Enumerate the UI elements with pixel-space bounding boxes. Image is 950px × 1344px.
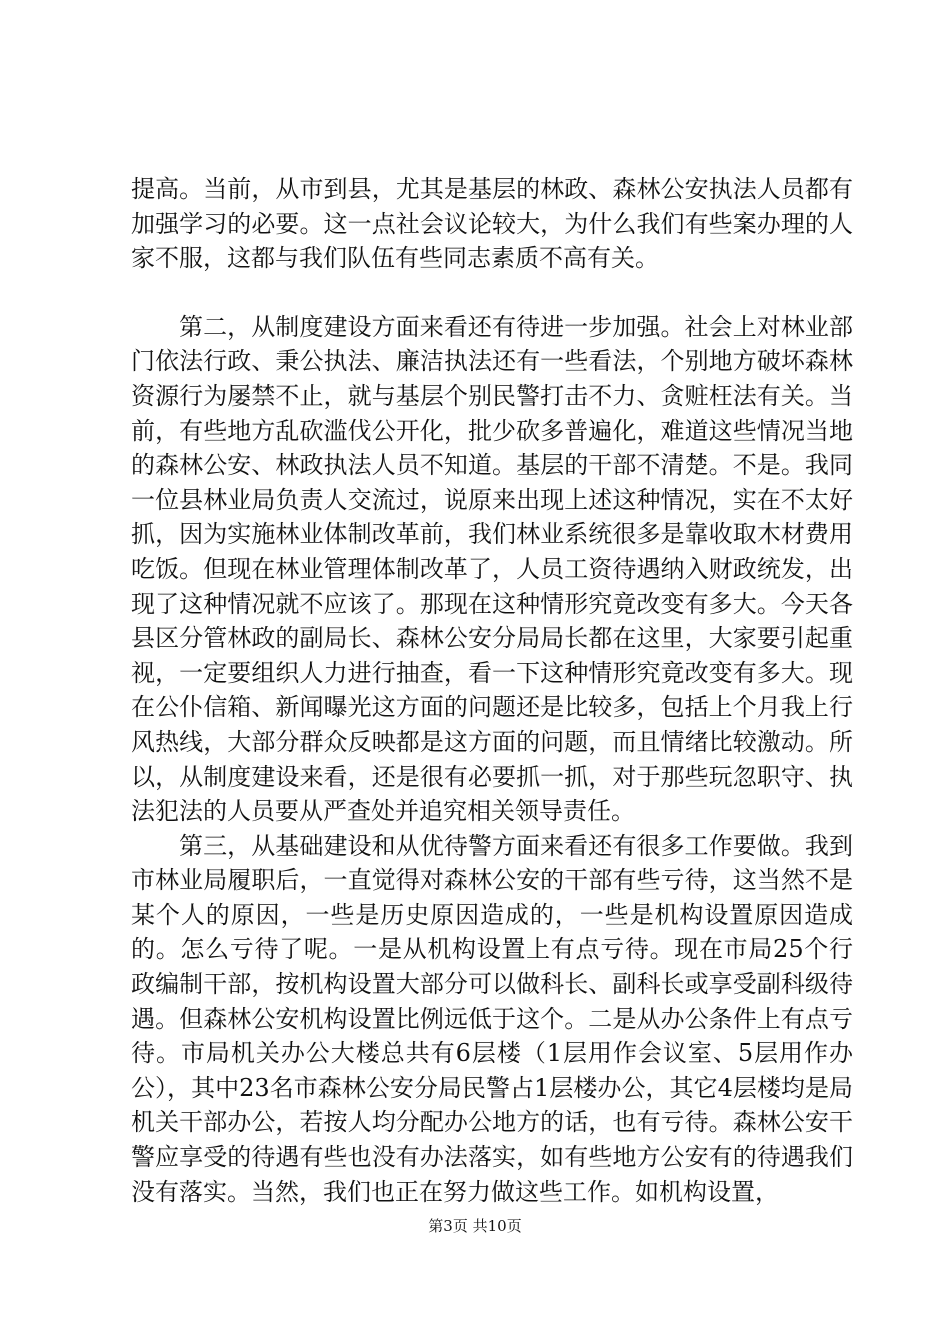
paragraph-1: 提高。当前，从市到县，尤其是基层的林政、森林公安执法人员都有加强学习的必要。这一点社会议论较大，为什么我们有些案办理的人家不服，这都与我们队伍有些同志素质不高有关。 [131,175,853,273]
document-body [131,172,853,1209]
page-footer: 第3页 共10页 [428,1217,522,1235]
paragraph-2: 第二，从制度建设方面来看还有待进一步加强。社会上对林业部门依法行政、秉公执法、廉洁执法还有一些看法，个别地方破坏森林资源行为屡禁不止，就与基层个别民警打击不力、贪赃枉法有关。当前，有些地方乱砍滥伐公开化，批少砍多普遍化，难道这些情况当地的森林公安、林政执法人员不知道。基层的干部不清楚。不是。我同一位县林业局负责人交流过，说原来出现上述这种情况，实在不太好抓，因为实施林业体制改革前，我们林业系统很多是靠收取木材费用吃饭。但现在林业管理体制改革了，人员工资待遇纳入财政统发，出现了这种情况就不应该了。那现在这种情形究竟改变有多大。今天各县区分管林政的副局长、森林公安分局局长都在这里，大家要引起重视，一定要组织人力进行抽查，看一下这种情形究竟改变有多大。现在公仆信箱、新闻曝光这方面的问题还是比较多，包括上个月我上行风热线，大部分群众反映都是这方面的问题，而且情绪比较激动。所以，从制度建设来看，还是很有必要抓一抓，对于那些玩忽职守、执法犯法的人员要从严查处并追究相关领导责任。 [131,312,853,826]
paragraph-3: 第三，从基础建设和从优待警方面来看还有很多工作要做。我到市林业局履职后，一直觉得对森林公安的干部有些亏待，这当然不是某个人的原因，一些是历史原因造成的，一些是机构设置原因造成的。怎么亏待了呢。一是从机构设置上有点亏待。现在市局25个行政编制干部，按机构设置大部分可以做科长、副科长或享受副科级待遇。但森林公安机构设置比例远低于这个。二是从办公条件上有点亏待。市局机关办公大楼总共有6层楼（1层用作会议室、5层用作办公），其中23名市森林公安分局民警占1层楼办公，其它4层楼均是局机关干部办公，若按人均分配办公地方的话，也有亏待。森林公安干警应享受的待遇有些也没有办法落实，如有些地方公安有的待遇我们没有落实。当然，我们也正在努力做这些工作。如机构设置， [131,831,853,1206]
